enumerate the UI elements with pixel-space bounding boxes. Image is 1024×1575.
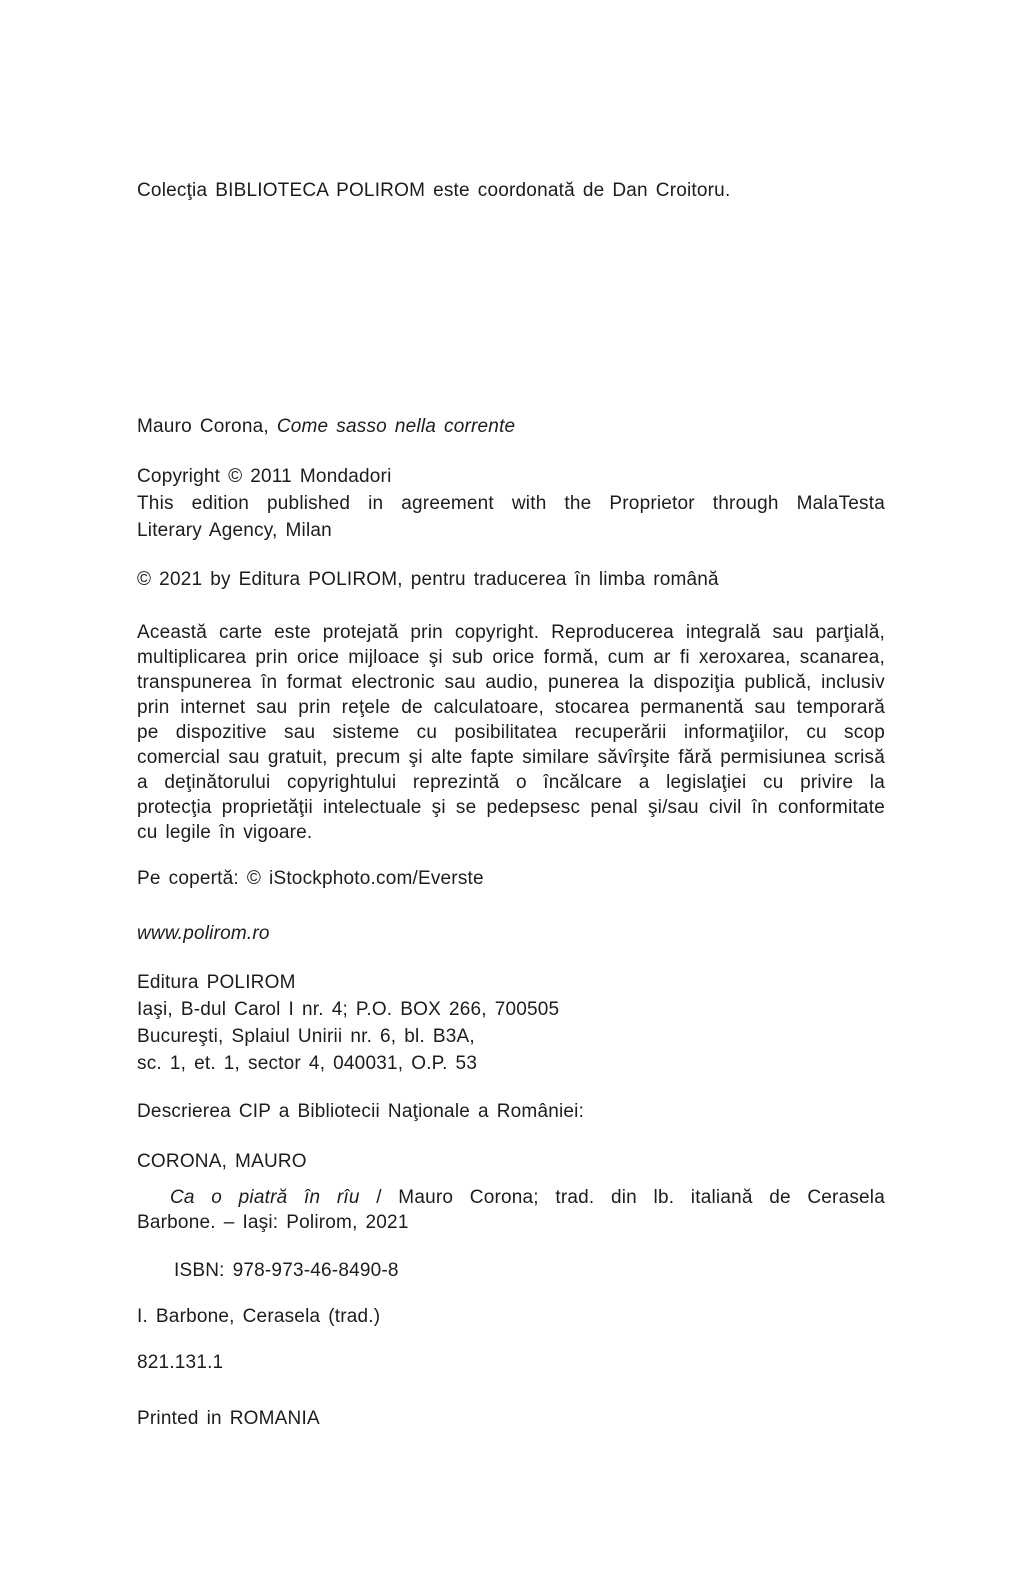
legal-notice bbox=[137, 620, 885, 845]
legal-notice-line: multiplicarea prin orice mijloace şi sub orice formă, cum ar fi xeroxarea, scanarea, bbox=[137, 647, 885, 668]
copyright-block bbox=[137, 463, 885, 544]
copyright-line: Copyright © 2011 Mondadori bbox=[137, 466, 392, 487]
publisher-name: Editura POLIROM bbox=[137, 972, 296, 993]
publisher-website: www.polirom.ro bbox=[137, 923, 270, 944]
isbn-line: ISBN: 978-973-46-8490-8 bbox=[174, 1260, 399, 1281]
legal-notice-line: prin internet sau prin reţele de calculatoare, stocarea permanentă sau temporară bbox=[137, 697, 885, 718]
cip-entry-title: Ca o piatră în rîu bbox=[170, 1187, 360, 1208]
legal-notice-line: protecţia proprietăţii intelectuale şi se pedepsesc penal şi/sau civil în conformitate bbox=[137, 797, 885, 818]
translator-note: I. Barbone, Cerasela (trad.) bbox=[137, 1306, 381, 1327]
cover-credit: Pe copertă: © iStockphoto.com/Everste bbox=[137, 868, 484, 889]
cip-heading: Descrierea CIP a Bibliotecii Naţionale a României: bbox=[137, 1101, 585, 1122]
cip-entry-line: Barbone. – Iaşi: Polirom, 2021 bbox=[137, 1212, 409, 1233]
cip-entry-description: / Mauro Corona; trad. din lb. italiană de Cerasela bbox=[359, 1187, 885, 1208]
udc-number: 821.131.1 bbox=[137, 1352, 224, 1373]
legal-notice-line: pe dispozitive sau sisteme cu posibilitatea recuperării informaţiilor, cu scop bbox=[137, 722, 885, 743]
original-author: Mauro Corona, bbox=[137, 416, 277, 437]
cip-author-heading: CORONA, MAURO bbox=[137, 1151, 307, 1172]
cip-entry bbox=[137, 1185, 885, 1235]
legal-notice-line: transpunerea în format electronic sau audio, punerea la dispoziţia publică, inclusiv bbox=[137, 672, 885, 693]
publisher-address-line: Iaşi, B-dul Carol I nr. 4; P.O. BOX 266, 700505 bbox=[137, 999, 560, 1020]
cip-entry-line bbox=[137, 1185, 885, 1210]
copyright-line: Literary Agency, Milan bbox=[137, 520, 332, 541]
original-title-line bbox=[137, 413, 885, 440]
printed-note: Printed in ROMANIA bbox=[137, 1408, 320, 1429]
publisher-address-block bbox=[137, 969, 885, 1077]
legal-notice-line: Această carte este protejată prin copyright. Reproducerea integrală sau parţială, bbox=[137, 622, 885, 643]
publisher-address-line: sc. 1, et. 1, sector 4, 040031, O.P. 53 bbox=[137, 1053, 478, 1074]
legal-notice-line: comercial sau gratuit, precum şi alte fapte similare săvîrşite fără permisiunea scrisă bbox=[137, 747, 885, 768]
copyright-line: This edition published in agreement with the Proprietor through MalaTesta bbox=[137, 493, 885, 514]
publisher-address-line: Bucureşti, Splaiul Unirii nr. 6, bl. B3A, bbox=[137, 1026, 475, 1047]
original-title: Come sasso nella corrente bbox=[276, 416, 516, 437]
collection-note: Colecţia BIBLIOTECA POLIROM este coordonată de Dan Croitoru. bbox=[137, 180, 731, 201]
romanian-copyright: © 2021 by Editura POLIROM, pentru traducerea în limba română bbox=[137, 569, 719, 590]
legal-notice-line: cu legile în vigoare. bbox=[137, 822, 313, 843]
legal-notice-line: a deţinătorului copyrightului reprezintă o încălcare a legislaţiei cu privire la bbox=[137, 772, 885, 793]
